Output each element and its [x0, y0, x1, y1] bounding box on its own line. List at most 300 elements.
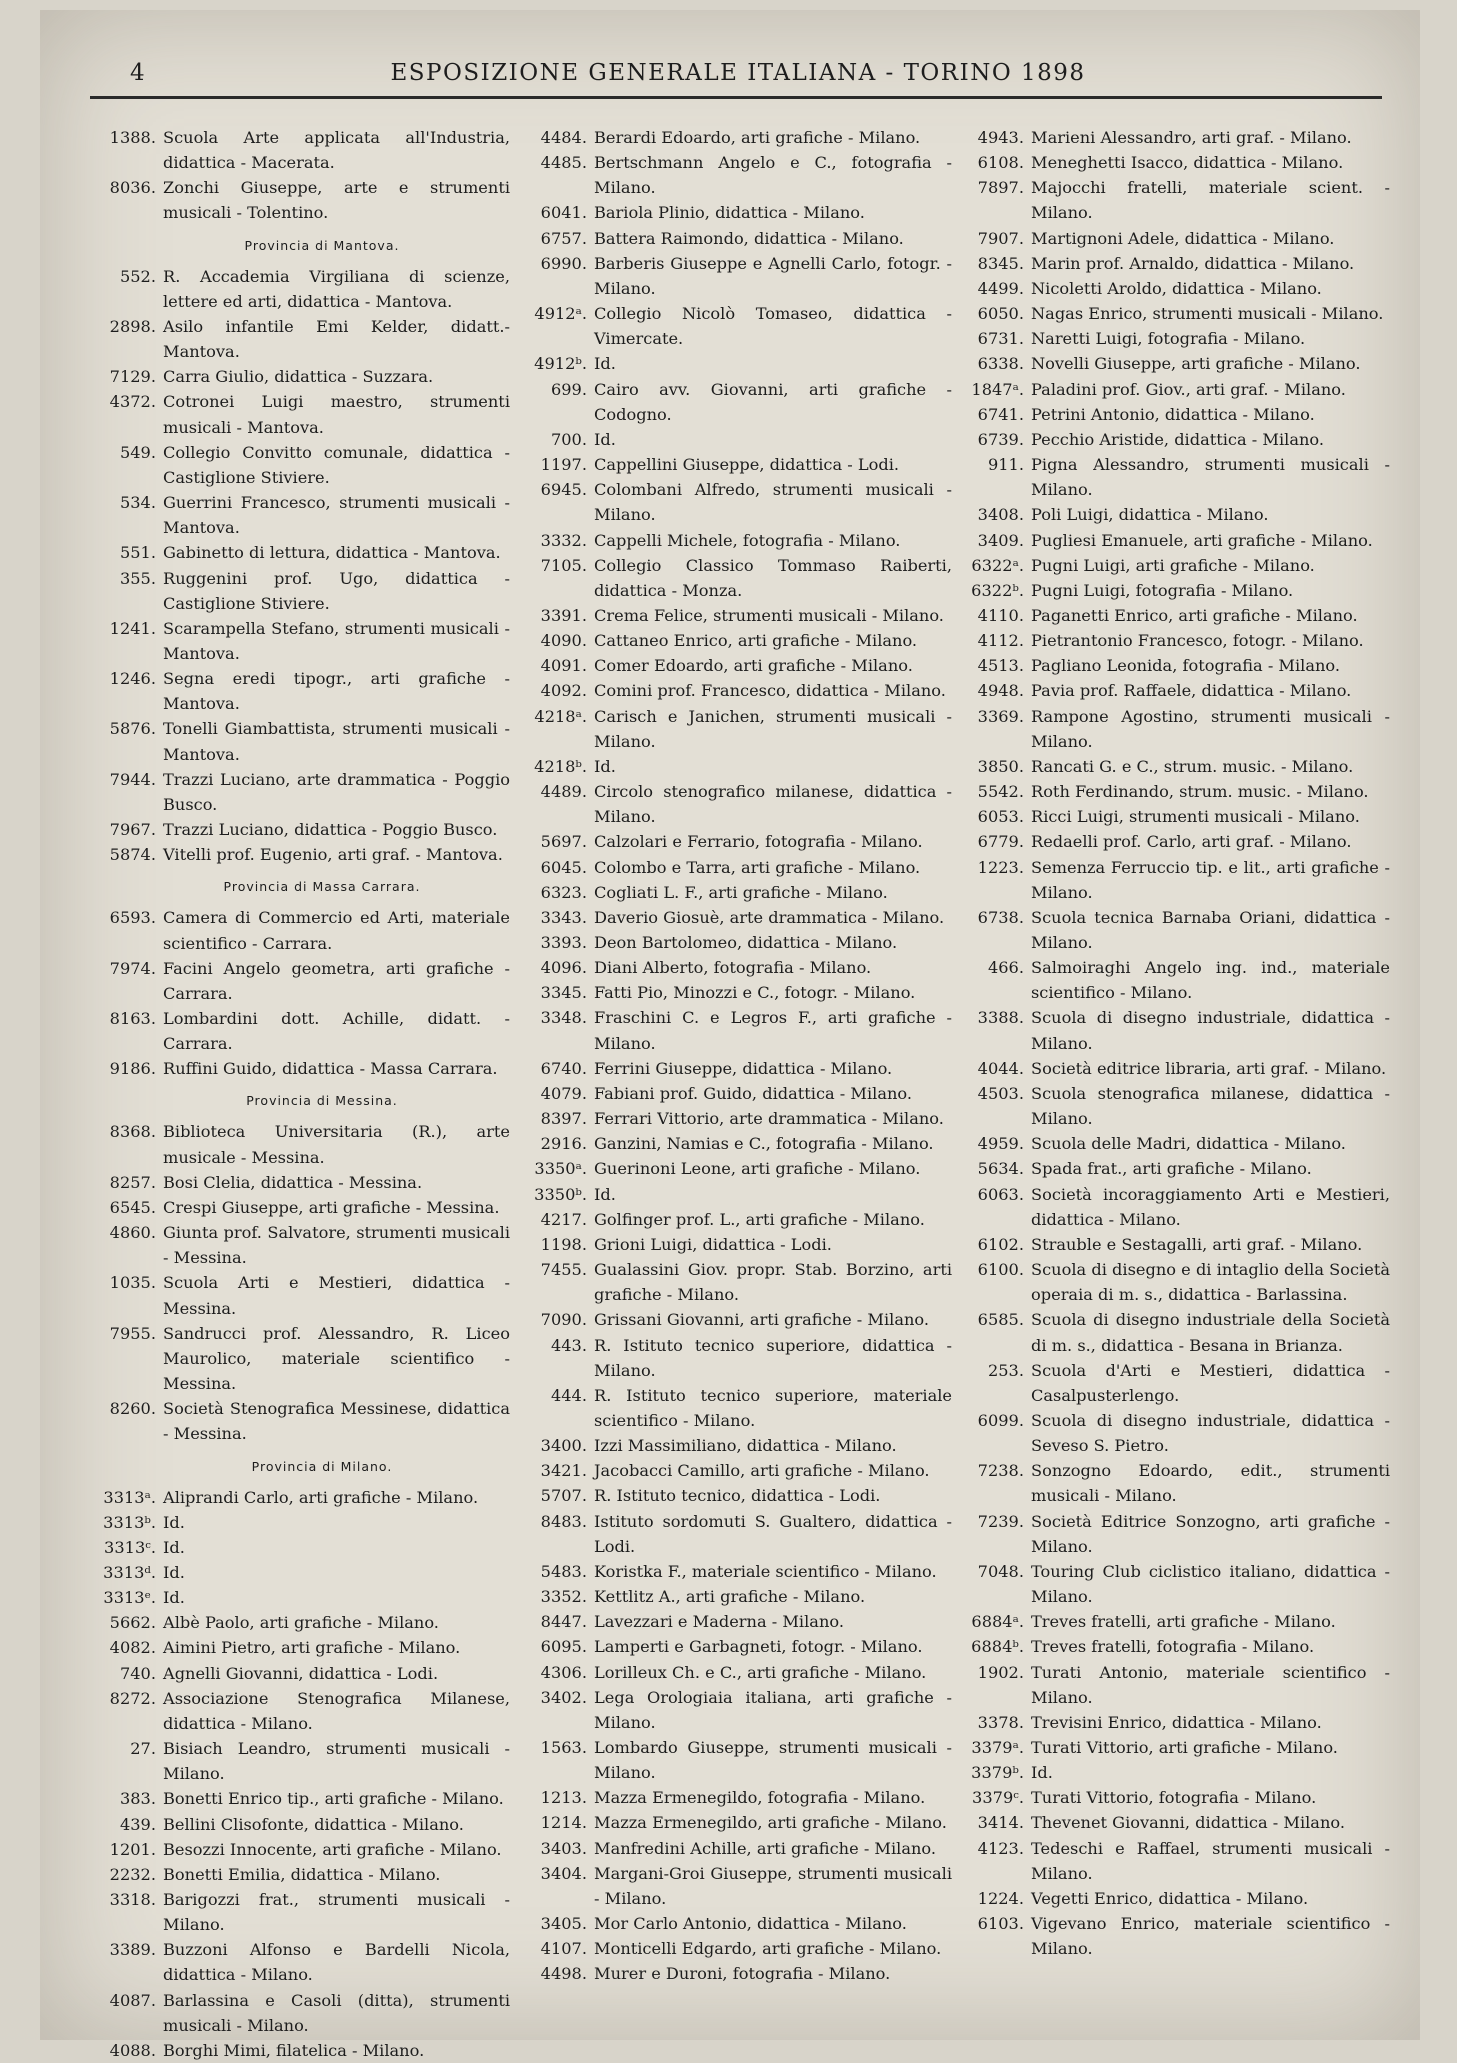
- entry-number: 6053.: [977, 807, 1024, 827]
- entry-text: Lorilleux Ch. e C., arti grafiche - Milano.: [594, 1662, 927, 1682]
- entry-text: Trazzi Luciano, arte drammatica - Poggio Busco.: [163, 769, 510, 814]
- entry-text: Scarampella Stefano, strumenti musicali - Mantova.: [163, 618, 510, 663]
- entry-text: Associazione Stenografica Milanese, didattica - Milano.: [163, 1688, 510, 1733]
- entry-text: Pietrantonio Francesco, fotogr. - Milano.: [1031, 631, 1364, 651]
- entry-number: 699.: [550, 379, 587, 399]
- catalogue-entry: [962, 452, 1390, 502]
- catalogue-entry: [962, 754, 1390, 779]
- entry-text: Marieni Alessandro, arti graf. - Milano.: [1031, 128, 1352, 147]
- catalogue-entry: [962, 1760, 1390, 1785]
- catalogue-entry: [525, 1634, 952, 1659]
- entry-number: 4959.: [977, 1134, 1024, 1154]
- entry-number: 8345.: [977, 253, 1024, 273]
- catalogue-entry: [525, 553, 952, 603]
- entry-number: 3379ᵇ.: [971, 1763, 1024, 1783]
- entry-number: 3352.: [540, 1587, 587, 1607]
- entry-text: R. Istituto tecnico superiore, didattica - Milano.: [594, 1335, 952, 1380]
- entry-number: 549.: [119, 442, 156, 462]
- entry-number: 3332.: [540, 530, 587, 550]
- entry-number: 3404.: [540, 1863, 587, 1883]
- entry-text: Nicoletti Aroldo, didattica - Milano.: [1031, 278, 1322, 298]
- entry-number: 5874.: [109, 845, 156, 865]
- entry-text: Biblioteca Universitaria (R.), arte musicale - Messina.: [163, 1122, 510, 1167]
- catalogue-entry: [94, 1585, 510, 1610]
- catalogue-entry: [525, 150, 952, 200]
- entry-text: Scuola di disegno industriale, didattica - Milano.: [1031, 1008, 1390, 1053]
- entry-text: Cogliati L. F., arti grafiche - Milano.: [594, 882, 888, 902]
- entry-number: 1246.: [109, 669, 156, 689]
- entry-text: Lamperti e Garbagneti, fotogr. - Milano.: [594, 1637, 923, 1657]
- entry-text: Camera di Commercio ed Arti, materiale scientifico - Carrara.: [163, 908, 510, 953]
- catalogue-entry: [525, 1810, 952, 1835]
- entry-text: Marin prof. Arnaldo, didattica - Milano.: [1031, 253, 1355, 273]
- entry-text: Colombo e Tarra, arti grafiche - Milano.: [594, 857, 921, 877]
- catalogue-entry: [94, 1786, 510, 1811]
- entry-text: Deon Bartolomeo, didattica - Milano.: [594, 933, 898, 952]
- page-number: 4: [130, 60, 146, 86]
- catalogue-entry: [94, 1535, 510, 1560]
- entry-text: Barberis Giuseppe e Agnelli Carlo, fotogr. - Milano.: [594, 253, 952, 298]
- entry-text: Pecchio Aristide, didattica - Milano.: [1031, 429, 1325, 449]
- catalogue-entry: [94, 1635, 510, 1660]
- entry-text: Cappellini Giuseppe, didattica - Lodi.: [594, 455, 900, 475]
- catalogue-entry: [94, 842, 510, 867]
- catalogue-entry: [525, 427, 952, 452]
- entry-number: 3379ᶜ.: [972, 1788, 1024, 1808]
- entry-number: 5662.: [109, 1613, 156, 1633]
- entry-text: Daverio Giosuè, arte drammatica - Milano.: [594, 907, 945, 927]
- catalogue-entry: [962, 553, 1390, 578]
- catalogue-entry: [94, 125, 510, 175]
- entry-text: Collegio Classico Tommaso Raiberti, didattica - Monza.: [594, 555, 952, 600]
- catalogue-entry: [94, 1610, 510, 1635]
- catalogue-entry: [525, 1584, 952, 1609]
- entry-number: 1241.: [109, 618, 156, 638]
- entry-text: Cattaneo Enrico, arti grafiche - Milano.: [594, 631, 918, 651]
- entry-number: 3388.: [977, 1008, 1024, 1028]
- catalogue-entry: [962, 905, 1390, 955]
- entry-text: Trazzi Luciano, didattica - Poggio Busco.: [163, 820, 498, 840]
- catalogue-entry: [962, 804, 1390, 829]
- entry-text: Kettlitz A., arti grafiche - Milano.: [594, 1587, 866, 1607]
- entry-text: Jacobacci Camillo, arti grafiche - Milano.: [594, 1461, 930, 1481]
- entry-number: 6323.: [540, 882, 587, 902]
- entry-text: Società incoraggiamento Arti e Mestieri, didattica - Milano.: [1031, 1184, 1390, 1229]
- entry-text: Treves fratelli, arti grafiche - Milano.: [1031, 1612, 1336, 1632]
- entry-text: Treves fratelli, fotografia - Milano.: [1031, 1637, 1315, 1657]
- entry-text: Nagas Enrico, strumenti musicali - Milano.: [1031, 304, 1384, 324]
- entry-text: Spada frat., arti grafiche - Milano.: [1031, 1159, 1312, 1179]
- catalogue-entry: [962, 1911, 1390, 1961]
- catalogue-entry: [94, 364, 510, 389]
- catalogue-entry: [962, 1458, 1390, 1508]
- entry-number: 3350ᵇ.: [534, 1184, 587, 1204]
- entry-text: Id.: [594, 354, 616, 374]
- catalogue-entry: [962, 1081, 1390, 1131]
- entry-number: 534.: [119, 493, 156, 513]
- entry-text: Scuola di disegno industriale della Società di m. s., didattica - Besana in Brianza.: [1031, 1310, 1390, 1355]
- catalogue-entry: [962, 1810, 1390, 1835]
- entry-text: Gabinetto di lettura, didattica - Mantova.: [163, 543, 501, 563]
- catalogue-entry: [525, 678, 952, 703]
- entry-text: Majocchi fratelli, materiale scient. - Milano.: [1031, 178, 1390, 223]
- entry-number: 6739.: [977, 429, 1024, 449]
- catalogue-entry: [525, 955, 952, 980]
- province-heading: Provincia di Messina.: [246, 1093, 398, 1109]
- catalogue-entry: [962, 1182, 1390, 1232]
- entry-text: Società editrice libraria, arti graf. - Milano.: [1031, 1058, 1387, 1078]
- entry-text: Ruggenini prof. Ugo, didattica - Castiglione Stiviere.: [163, 568, 510, 613]
- entry-number: 4079.: [540, 1083, 587, 1103]
- entry-number: 8397.: [540, 1109, 587, 1129]
- entry-text: Buzzoni Alfonso e Bardelli Nicola, didattica - Milano.: [163, 1940, 510, 1985]
- entry-number: 700.: [550, 429, 587, 449]
- catalogue-entry: [94, 767, 510, 817]
- entry-text: Ganzini, Namias e C., fotografia - Milano.: [594, 1134, 934, 1154]
- entry-number: 6338.: [977, 354, 1024, 374]
- catalogue-entry: [962, 1836, 1390, 1886]
- entry-text: Barlassina e Casoli (ditta), strumenti musicali - Milano.: [163, 1990, 510, 2035]
- entry-text: Scuola tecnica Barnaba Oriani, didattica - Milano.: [1031, 907, 1390, 952]
- entry-text: Circolo stenografico milanese, didattica - Milano.: [594, 782, 952, 827]
- entry-number: 7944.: [109, 769, 156, 789]
- entry-text: Bosi Clelia, didattica - Messina.: [163, 1172, 423, 1192]
- page-header: [94, 56, 1382, 96]
- entry-text: Zonchi Giuseppe, arte e strumenti musicali - Tolentino.: [163, 178, 510, 223]
- catalogue-entry: [962, 301, 1390, 326]
- entry-number: 8260.: [109, 1399, 156, 1419]
- entry-text: Colombani Alfredo, strumenti musicali - Milano.: [594, 480, 952, 525]
- catalogue-entry: [525, 1961, 952, 1986]
- entry-number: 7090.: [540, 1310, 587, 1330]
- catalogue-entry: [962, 1609, 1390, 1634]
- entry-text: Ricci Luigi, strumenti musicali - Milano.: [1031, 807, 1360, 827]
- entry-text: Istituto sordomuti S. Gualtero, didattica - Lodi.: [594, 1511, 952, 1556]
- entry-text: Cotronei Luigi maestro, strumenti musicali - Mantova.: [163, 392, 510, 437]
- catalogue-entry: [94, 1560, 510, 1585]
- entry-text: Guerinoni Leone, arti grafiche - Milano.: [594, 1159, 921, 1179]
- entry-number: 4489.: [540, 782, 587, 802]
- entry-number: 4503.: [977, 1083, 1024, 1103]
- entry-text: Agnelli Giovanni, didattica - Lodi.: [163, 1663, 439, 1683]
- entry-text: Vitelli prof. Eugenio, arti graf. - Mantova.: [163, 845, 503, 865]
- entry-text: Scuola d'Arti e Mestieri, didattica - Casalpusterlengo.: [1031, 1360, 1390, 1405]
- catalogue-entry: [525, 251, 952, 301]
- entry-text: Collegio Convitto comunale, didattica - Castiglione Stiviere.: [163, 442, 510, 487]
- entry-text: Facini Angelo geometra, arti grafiche - Carrara.: [163, 958, 510, 1003]
- catalogue-entry: [94, 1195, 510, 1220]
- catalogue-entry: [525, 200, 952, 225]
- catalogue-entry: [962, 125, 1390, 150]
- entry-text: Barigozzi frat., strumenti musicali - Milano.: [163, 1890, 510, 1935]
- catalogue-entry: [525, 477, 952, 527]
- catalogue-entry: [525, 779, 952, 829]
- catalogue-entry: [94, 540, 510, 565]
- entry-number: 8272.: [109, 1688, 156, 1708]
- entry-number: 1213.: [540, 1788, 587, 1808]
- entry-number: 3421.: [540, 1461, 587, 1481]
- catalogue-entry: [525, 1056, 952, 1081]
- entry-text: Grioni Luigi, didattica - Lodi.: [594, 1234, 832, 1254]
- catalogue-entry: [962, 955, 1390, 1005]
- entry-text: Grissani Giovanni, arti grafiche - Milano.: [594, 1310, 930, 1330]
- catalogue-entry: [525, 880, 952, 905]
- entry-number: 6731.: [977, 329, 1024, 349]
- entry-text: Calzolari e Ferrario, fotografia - Milano.: [594, 832, 923, 852]
- entry-text: Fatti Pio, Minozzi e C., fotogr. - Milano.: [594, 983, 916, 1003]
- catalogue-entry: [525, 452, 952, 477]
- entry-text: Ferrini Giuseppe, didattica - Milano.: [594, 1058, 893, 1078]
- entry-number: 3379ᵃ.: [971, 1738, 1024, 1757]
- entry-number: 7955.: [109, 1323, 156, 1343]
- entry-text: Scuola Arti e Mestieri, didattica - Messina.: [163, 1273, 510, 1318]
- catalogue-entry: [94, 1837, 510, 1862]
- catalogue-entry: [525, 1433, 952, 1458]
- entry-number: 1563.: [540, 1738, 587, 1757]
- entry-text: Izzi Massimiliano, didattica - Milano.: [594, 1436, 897, 1456]
- entry-number: 7974.: [109, 958, 156, 978]
- entry-number: 443.: [550, 1335, 587, 1355]
- entry-number: 4096.: [540, 958, 587, 978]
- entry-number: 5697.: [540, 832, 587, 852]
- entry-text: Aliprandi Carlo, arti grafiche - Milano.: [163, 1487, 479, 1507]
- entry-number: 1388.: [109, 128, 156, 147]
- entry-text: Mazza Ermenegildo, arti grafiche - Milano.: [594, 1813, 947, 1833]
- catalogue-entry: [94, 1887, 510, 1937]
- catalogue-entry: [94, 956, 510, 1006]
- entry-text: Petrini Antonio, didattica - Milano.: [1031, 404, 1315, 424]
- entry-number: 3405.: [540, 1914, 587, 1934]
- entry-text: Collegio Nicolò Tomaseo, didattica - Vimercate.: [594, 304, 952, 349]
- entry-text: Turati Antonio, materiale scientifico - Milano.: [1031, 1662, 1390, 1707]
- entry-number: 6585.: [977, 1310, 1024, 1330]
- entry-number: 7907.: [977, 228, 1024, 248]
- entry-number: 8163.: [109, 1009, 156, 1028]
- entry-text: Besozzi Innocente, arti grafiche - Milano.: [163, 1839, 502, 1859]
- entry-text: Id.: [163, 1537, 185, 1557]
- entry-text: Crema Felice, strumenti musicali - Milano.: [594, 605, 944, 625]
- entry-number: 3318.: [109, 1890, 156, 1909]
- entry-text: Paladini prof. Giov., arti graf. - Milano.: [1031, 379, 1346, 399]
- entry-text: Scuola Arte applicata all'Industria, didattica - Macerata.: [163, 128, 510, 173]
- entry-number: 4044.: [977, 1058, 1024, 1078]
- entry-text: Manfredini Achille, arti grafiche - Milano.: [594, 1838, 937, 1858]
- entry-number: 6063.: [977, 1184, 1024, 1204]
- entry-number: 7967.: [109, 820, 156, 840]
- catalogue-entry: [962, 1886, 1390, 1911]
- entry-text: Lavezzari e Maderna - Milano.: [594, 1612, 844, 1632]
- entry-text: Diani Alberto, fotografia - Milano.: [594, 958, 872, 978]
- catalogue-entry: [525, 1458, 952, 1483]
- entry-text: Pugni Luigi, fotografia - Milano.: [1031, 580, 1294, 600]
- entry-text: Aimini Pietro, arti grafiche - Milano.: [163, 1638, 461, 1658]
- entry-text: Id.: [594, 756, 616, 776]
- entry-text: Berardi Edoardo, arti grafiche - Milano.: [594, 128, 921, 147]
- entry-text: Cairo avv. Giovanni, arti grafiche - Codogno.: [594, 379, 952, 424]
- catalogue-entry: [94, 1006, 510, 1056]
- entry-number: 4087.: [109, 1990, 156, 2010]
- catalogue-entry: [962, 1131, 1390, 1156]
- province-heading: Provincia di Milano.: [251, 1458, 393, 1474]
- entry-number: 7105.: [540, 555, 587, 575]
- entry-text: Asilo infantile Emi Kelder, didatt.- Mantova.: [163, 316, 510, 362]
- entry-text: Id.: [594, 1184, 616, 1204]
- catalogue-entry: [962, 326, 1390, 351]
- entry-number: 4948.: [977, 681, 1024, 701]
- catalogue-entry: [525, 1735, 952, 1785]
- entry-number: 1224.: [977, 1888, 1024, 1908]
- entry-number: 4306.: [540, 1662, 587, 1682]
- entry-text: Id.: [163, 1512, 185, 1532]
- catalogue-entry: [525, 1156, 952, 1181]
- catalogue-entry: [962, 1358, 1390, 1408]
- entry-text: Crespi Giuseppe, arti grafiche - Messina.: [163, 1197, 500, 1217]
- entry-number: 8036.: [109, 178, 156, 198]
- entry-number: 911.: [987, 455, 1024, 475]
- catalogue-entry: [962, 653, 1390, 678]
- catalogue-entry: [94, 1170, 510, 1195]
- catalogue-entry: [525, 1660, 952, 1685]
- entry-text: Lega Orologiaia italiana, arti grafiche - Milano.: [594, 1687, 952, 1732]
- catalogue-entry: [525, 1383, 952, 1433]
- catalogue-entry: [525, 301, 952, 351]
- catalogue-entry: [94, 1485, 510, 1510]
- catalogue-entry: [525, 1483, 952, 1508]
- entry-text: Comer Edoardo, arti grafiche - Milano.: [594, 656, 913, 676]
- entry-text: R. Istituto tecnico, didattica - Lodi.: [594, 1486, 881, 1506]
- entry-text: Rancati G. e C., strum. music. - Milano.: [1031, 756, 1354, 776]
- entry-text: Fabiani prof. Guido, didattica - Milano.: [594, 1083, 913, 1103]
- entry-text: Koristka F., materiale scientifico - Milano.: [594, 1561, 937, 1581]
- catalogue-entry: [94, 616, 510, 666]
- entry-number: 383.: [119, 1789, 156, 1809]
- entry-text: Ruffini Guido, didattica - Massa Carrara.: [163, 1059, 498, 1079]
- entry-text: Martignoni Adele, didattica - Milano.: [1031, 228, 1335, 248]
- catalogue-entry: [525, 1861, 952, 1911]
- entry-number: 6741.: [977, 404, 1024, 424]
- catalogue-entry: [962, 829, 1390, 854]
- entry-text: Turati Vittorio, fotografia - Milano.: [1031, 1788, 1317, 1808]
- entry-text: Roth Ferdinando, strum. music. - Milano.: [1031, 782, 1369, 802]
- catalogue-entry: [94, 1686, 510, 1736]
- catalogue-entry: [962, 1307, 1390, 1357]
- catalogue-entry: [94, 1270, 510, 1320]
- catalogue-entry: [962, 402, 1390, 427]
- catalogue-entry: [962, 1005, 1390, 1055]
- catalogue-entry: [94, 1661, 510, 1686]
- entry-number: 6322ᵃ.: [971, 555, 1024, 575]
- entry-text: Comini prof. Francesco, didattica - Milano.: [594, 681, 946, 701]
- catalogue-entry: [525, 1207, 952, 1232]
- entry-text: Bonetti Enrico tip., arti grafiche - Milano.: [163, 1789, 504, 1809]
- entry-number: 1201.: [109, 1839, 156, 1859]
- entry-text: Bonetti Emilia, didattica - Milano.: [163, 1864, 441, 1884]
- entry-number: 5634.: [977, 1159, 1024, 1179]
- entry-text: Pavia prof. Raffaele, didattica - Milano.: [1031, 681, 1352, 701]
- catalogue-entry: [962, 502, 1390, 527]
- entry-text: Vegetti Enrico, didattica - Milano.: [1031, 1888, 1309, 1908]
- entry-text: Borghi Mimi, filatelica - Milano.: [163, 2040, 425, 2060]
- entry-number: 3389.: [109, 1940, 156, 1960]
- entry-text: Redaelli prof. Carlo, arti graf. - Milano.: [1031, 832, 1352, 852]
- entry-number: 5483.: [540, 1561, 587, 1581]
- catalogue-entry: [962, 175, 1390, 225]
- entry-number: 7455.: [540, 1260, 587, 1280]
- entry-number: 552.: [119, 266, 156, 286]
- catalogue-entry: [525, 1131, 952, 1156]
- entry-number: 4091.: [540, 656, 587, 676]
- catalogue-entry: [525, 603, 952, 628]
- entry-number: 6100.: [977, 1260, 1024, 1280]
- catalogue-entry: [94, 566, 510, 616]
- entry-text: Mazza Ermenegildo, fotografia - Milano.: [594, 1788, 926, 1808]
- entry-number: 3403.: [540, 1838, 587, 1858]
- entry-text: Pigna Alessandro, strumenti musicali - Milano.: [1031, 455, 1390, 500]
- entry-number: 1223.: [977, 857, 1024, 877]
- entry-number: 3313ᵃ.: [103, 1487, 156, 1507]
- entry-number: 4112.: [977, 631, 1024, 651]
- entry-text: Pagliano Leonida, fotografia - Milano.: [1031, 656, 1341, 676]
- catalogue-entry: [525, 1232, 952, 1257]
- entry-number: 1197.: [540, 455, 587, 475]
- entry-number: 3400.: [540, 1436, 587, 1456]
- entry-number: 4498.: [540, 1964, 587, 1984]
- catalogue-entry: [962, 226, 1390, 251]
- entry-number: 439.: [119, 1814, 156, 1834]
- entry-number: 6102.: [977, 1234, 1024, 1254]
- catalogue-entry: [962, 628, 1390, 653]
- entry-number: 5542.: [977, 782, 1024, 802]
- entry-number: 6757.: [540, 228, 587, 248]
- entry-number: 3369.: [977, 706, 1024, 726]
- catalogue-entry: [525, 980, 952, 1005]
- entry-number: 4082.: [109, 1638, 156, 1658]
- entry-text: Meneghetti Isacco, didattica - Milano.: [1031, 153, 1344, 173]
- entry-text: Id.: [594, 429, 616, 449]
- entry-number: 7239.: [977, 1511, 1024, 1531]
- entry-number: 3313ᶜ.: [104, 1537, 156, 1557]
- entry-number: 3414.: [977, 1813, 1024, 1833]
- entry-number: 6050.: [977, 304, 1024, 324]
- entry-number: 1035.: [109, 1273, 156, 1293]
- entry-number: 1902.: [977, 1662, 1024, 1682]
- catalogue-entry: [525, 528, 952, 553]
- entry-number: 5876.: [109, 719, 156, 739]
- catalogue-entry: [94, 716, 510, 766]
- province-heading: Provincia di Mantova.: [244, 237, 400, 253]
- catalogue-entry: [525, 1307, 952, 1332]
- catalogue-entry: [962, 377, 1390, 402]
- entry-text: Golfinger prof. L., arti grafiche - Milano.: [594, 1209, 925, 1229]
- entry-number: 6884ᵃ.: [971, 1612, 1024, 1632]
- entry-text: Cappelli Michele, fotografia - Milano.: [594, 530, 901, 550]
- entry-text: Id.: [163, 1562, 185, 1582]
- catalogue-entry: [525, 377, 952, 427]
- catalogue-entry: [962, 704, 1390, 754]
- entry-number: 4107.: [540, 1939, 587, 1959]
- entry-number: 27.: [130, 1739, 156, 1759]
- entry-number: 7129.: [109, 367, 156, 387]
- entry-text: Pugliesi Emanuele, arti grafiche - Milano.: [1031, 530, 1373, 550]
- entry-text: Società Editrice Sonzogno, arti grafiche - Milano.: [1031, 1511, 1390, 1556]
- entry-text: Segna eredi tipogr., arti grafiche - Mantova.: [163, 669, 510, 714]
- catalogue-entry: [962, 276, 1390, 301]
- entry-text: Ferrari Vittorio, arte drammatica - Milano.: [594, 1109, 944, 1129]
- entry-number: 4513.: [977, 656, 1024, 676]
- catalogue-entry: [525, 653, 952, 678]
- entry-number: 6103.: [977, 1914, 1024, 1934]
- catalogue-entry: [94, 817, 510, 842]
